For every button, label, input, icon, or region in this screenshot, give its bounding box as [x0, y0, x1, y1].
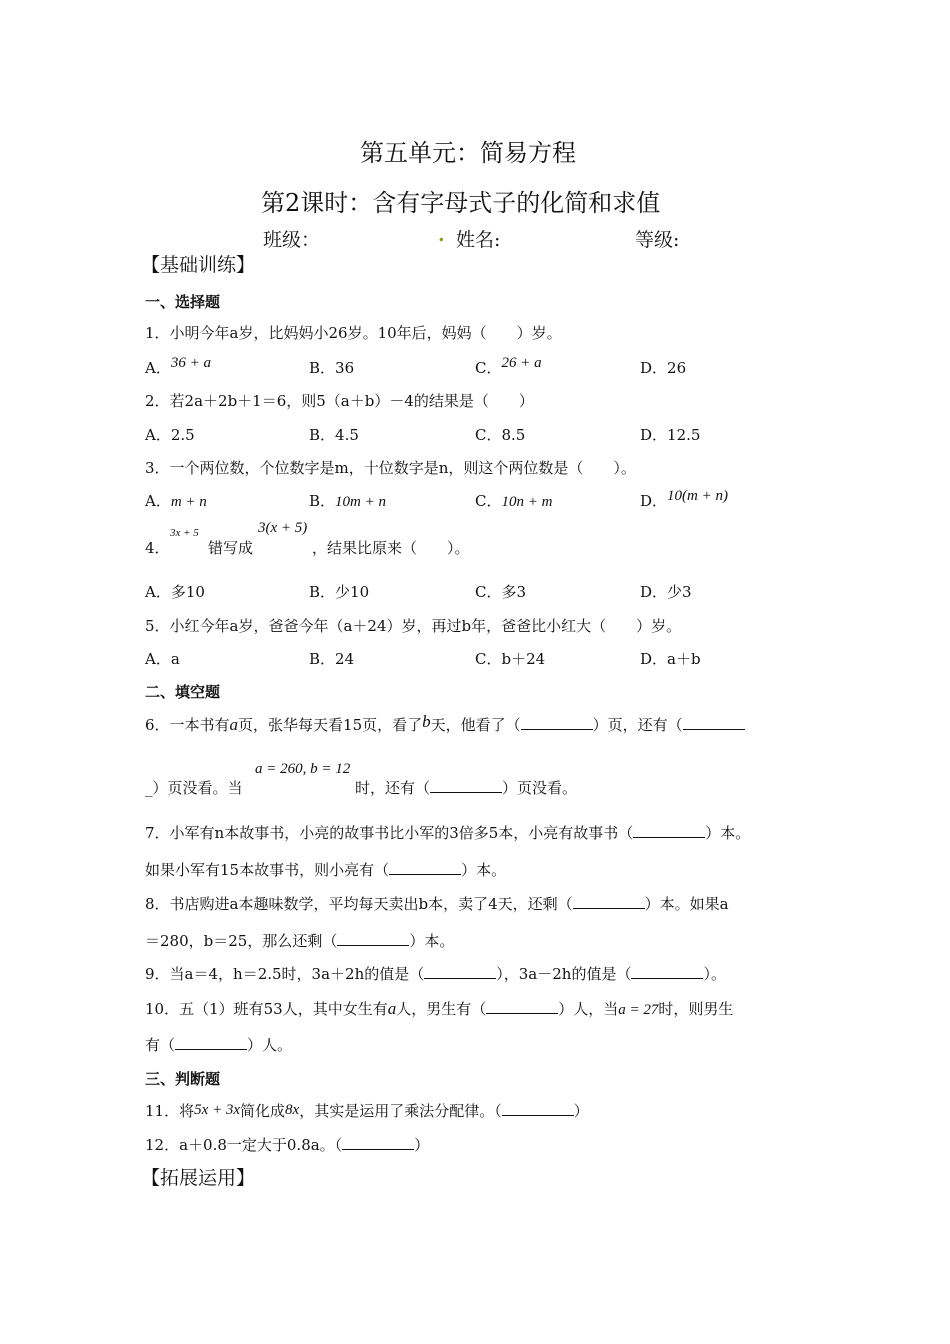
q5-option-b: B．24 [309, 650, 355, 668]
section-fill: 二、填空题 [145, 683, 221, 701]
q1-option-b: B．36 [309, 359, 355, 377]
q6-line2-end [355, 777, 577, 798]
q3-b-label: B． [309, 492, 336, 510]
q3-a-label: A． [145, 492, 171, 510]
q2-option-c: C．8.5 [475, 426, 526, 444]
section-basic-training: 【基础训练】 [141, 254, 256, 276]
q3-c-label: C． [475, 492, 502, 510]
q3-b-math: 10m + n [335, 494, 386, 510]
q5-option-c: C．b＋24 [475, 650, 546, 668]
q10-text-3: ）人，当 [558, 1000, 619, 1018]
separator-dot: . [438, 224, 445, 246]
q7-line2 [145, 859, 506, 880]
q5-stem: 5．小红今年a岁，爸爸今年（a＋24）岁，再过b年，爸爸比小红大（ ）岁。 [145, 617, 682, 635]
q4-mid-text: 错写成 [208, 539, 254, 557]
q1-a-label: A． [145, 359, 171, 377]
q7-line1 [145, 822, 750, 843]
q6-line2-start: _）页没看。当 [145, 779, 243, 797]
q6-var-a: a [229, 715, 239, 734]
q3-c-math: 10n + m [501, 494, 553, 510]
q6-blank-2[interactable] [683, 729, 745, 730]
q11-line [145, 1100, 589, 1121]
q7-text-2: ）本。 [705, 824, 751, 842]
q1-stem: 1．小明今年a岁，比妈妈小26岁。10年后，妈妈（ ）岁。 [145, 324, 562, 342]
q6-text-6: 时，还有（ [355, 779, 431, 797]
grade-label: 等级: [635, 229, 680, 251]
section-choice: 一、选择题 [145, 293, 221, 311]
q5-option-d: D．a＋b [640, 650, 701, 668]
q10-text-2: 人，男生有（ [396, 1000, 487, 1018]
q4-math-wrong: 3(x + 5) [258, 520, 308, 536]
q1-a-math: 36 + a [170, 355, 211, 371]
section-extend: 【拓展运用】 [141, 1167, 256, 1189]
q7-blank-1[interactable] [633, 837, 705, 838]
q8-line2 [145, 930, 454, 951]
q4-tail: ，结果比原来（ ）。 [312, 539, 470, 557]
q2-stem: 2．若2a＋2b＋1＝6，则5（a＋b）－4的结果是（ ） [145, 392, 534, 410]
q11-text-2: 简化成 [240, 1102, 286, 1120]
q7-blank-2[interactable] [389, 874, 461, 875]
q7-text-3: 如果小军有15本故事书，则小亮有（ [145, 861, 390, 879]
lesson-title: 第2课时：含有字母式子的化简和求值 [261, 189, 661, 217]
class-label: 班级： [263, 229, 321, 251]
q11-math-1: 5x + 3x [194, 1102, 241, 1118]
q8-text-2: ）本。如果a [644, 895, 729, 913]
q4-option-d: D．少3 [640, 583, 692, 601]
q12-line [145, 1134, 429, 1155]
q11-blank[interactable] [502, 1115, 574, 1116]
q11-text-1: 11．将 [145, 1102, 195, 1120]
q9-line [145, 963, 726, 984]
q6-line1 [145, 714, 745, 735]
q8-text-1: 8．书店购进a本趣味数学，平均每天卖出b本，卖了4天，还剩（ [145, 895, 573, 913]
q6-condition-math: a = 260, b = 12 [255, 761, 351, 777]
q3-option-c [475, 490, 552, 511]
q12-text-2: ） [414, 1136, 430, 1154]
q10-line1 [145, 998, 733, 1019]
q10-condition-math: a = 27 [618, 1002, 659, 1018]
q4-number: 4． [145, 539, 170, 557]
q9-text-1: 9．当a＝4，h＝2.5时，3a＋2h的值是（ [145, 965, 425, 983]
q11-text-4: ） [573, 1102, 589, 1120]
q6-blank-3[interactable] [430, 792, 502, 793]
q10-text-1: 10．五（1）班有53人，其中女生有 [145, 1000, 388, 1018]
q2-option-d: D．12.5 [640, 426, 701, 444]
q4-option-b: B．少10 [309, 583, 370, 601]
q3-stem: 3．一个两位数，个位数字是m，十位数字是n，则这个两位数是（ ）。 [145, 459, 636, 477]
q3-option-d [640, 490, 728, 511]
q8-text-3: ＝280，b＝25，那么还剩（ [145, 932, 338, 950]
q2-option-a: A．2.5 [145, 426, 195, 444]
q9-blank-1[interactable] [424, 978, 496, 979]
q10-blank-1[interactable] [486, 1013, 558, 1014]
q7-text-1: 7．小军有n本故事书，小亮的故事书比小军的3倍多5本，小亮有故事书（ [145, 824, 634, 842]
q10-text-4: 时，则男生 [658, 1000, 734, 1018]
q7-text-4: ）本。 [461, 861, 507, 879]
q5-option-a: A．a [145, 650, 180, 668]
name-label: 姓名: [456, 229, 501, 251]
q1-option-d: D．26 [640, 359, 687, 377]
q9-blank-2[interactable] [631, 978, 703, 979]
q3-a-math: m + n [170, 494, 207, 510]
q3-d-math: 10(m + n) [667, 488, 728, 504]
q8-line1 [145, 893, 729, 914]
section-judge: 三、判断题 [145, 1070, 221, 1088]
q1-option-a [145, 357, 211, 378]
q8-blank-2[interactable] [337, 945, 409, 946]
q6-text-4: ）页，还有（ [592, 716, 683, 734]
q4-option-a: A．多10 [145, 583, 205, 601]
q6-var-b: b [422, 712, 431, 731]
q9-text-3: ）。 [703, 965, 726, 983]
q10-var-a: a [387, 999, 397, 1018]
q4-option-c: C．多3 [475, 583, 527, 601]
q3-option-a [145, 490, 207, 511]
q10-text-5: 有（ [145, 1036, 176, 1054]
q11-math-2: 8x [285, 1102, 300, 1118]
q2-option-b: B．4.5 [309, 426, 359, 444]
q9-text-2: ），3a－2h的值是（ [496, 965, 632, 983]
q12-blank[interactable] [342, 1149, 414, 1150]
q10-line2 [145, 1034, 292, 1055]
q10-blank-2[interactable] [175, 1049, 247, 1050]
unit-title: 第五单元：简易方程 [360, 139, 576, 167]
q3-option-b [309, 490, 386, 511]
q11-text-3: ，其实是运用了乘法分配律。（ [299, 1102, 502, 1120]
q8-blank-1[interactable] [573, 908, 645, 909]
q4-math-original: 3x + 5 [170, 527, 199, 539]
q6-text-2: 页，张华每天看15页，看了 [238, 716, 423, 734]
q12-text-1: 12．a＋0.8一定大于0.8a。（ [145, 1136, 343, 1154]
q10-text-6: ）人。 [247, 1036, 293, 1054]
q1-option-c [475, 357, 542, 378]
q1-c-label: C． [475, 359, 502, 377]
q6-text-7: ）页没看。 [502, 779, 578, 797]
q1-c-math: 26 + a [501, 355, 542, 371]
q8-text-4: ）本。 [409, 932, 455, 950]
q6-blank-1[interactable] [521, 729, 593, 730]
q3-d-label: D． [640, 492, 668, 510]
q6-text-3: 天，他看了（ [430, 716, 521, 734]
q6-text-1: 6．一本书有 [145, 716, 230, 734]
